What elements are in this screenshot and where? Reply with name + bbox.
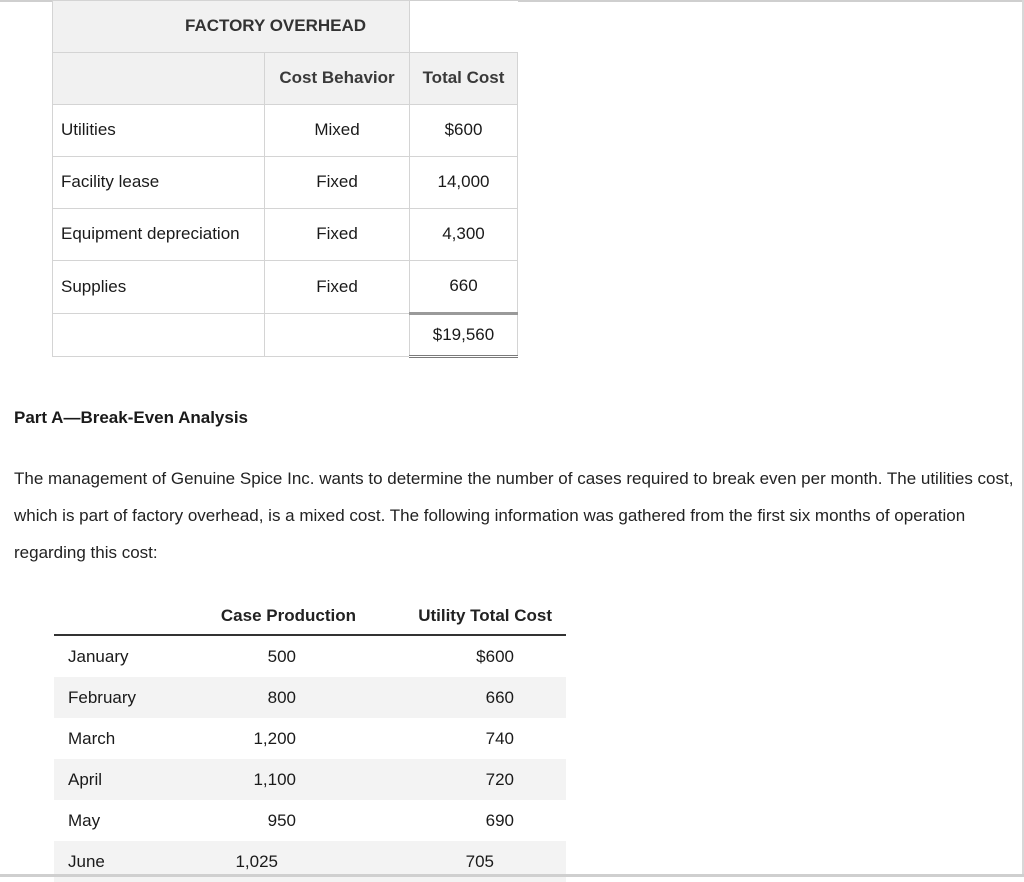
row-cost: 4,300	[410, 208, 518, 260]
section-heading: Part A—Break-Even Analysis	[14, 408, 249, 427]
production-cell: 1,025	[235, 851, 278, 871]
utility-cost-cell: 720	[485, 769, 514, 789]
month-cell: May	[68, 810, 101, 830]
header-utility-total-cost: Utility Total Cost	[374, 598, 566, 635]
factory-overhead-table	[52, 0, 518, 358]
table-row	[54, 759, 566, 800]
table-row	[53, 260, 518, 313]
month-cell: February	[54, 677, 178, 718]
description-paragraph: The management of Genuine Spice Inc. wants to determine the number of cases required to break even per month. The utilities cost, which is part of factory overhead, is a mixed cost. The following information was gathered from the first six months of operation regarding this cost:	[14, 469, 1014, 562]
month-cell: April	[54, 759, 178, 800]
factory-overhead-title: FACTORY OVERHEAD	[53, 1, 410, 53]
header-case-production: Case Production	[178, 598, 374, 635]
production-cell: 1,200	[253, 728, 296, 748]
total-row-blank-label	[53, 313, 265, 356]
factory-overhead-header-row	[53, 52, 518, 104]
table-row	[54, 718, 566, 759]
row-cost: 660	[410, 260, 518, 313]
total-cost-value: $19,560	[410, 313, 518, 356]
header-label-cell	[53, 52, 265, 104]
row-cost: $600	[410, 104, 518, 156]
total-row	[53, 313, 518, 356]
table-row	[54, 635, 566, 677]
row-behavior: Fixed	[265, 156, 410, 208]
row-label: Equipment depreciation	[53, 208, 265, 260]
header-total-cost: Total Cost	[410, 52, 518, 104]
production-cell: 500	[267, 646, 296, 666]
table-row	[53, 208, 518, 260]
utility-cost-cell: 690	[485, 810, 514, 830]
table-row	[54, 677, 566, 718]
header-month	[54, 598, 178, 635]
production-cell: 1,100	[253, 769, 296, 789]
row-behavior: Fixed	[265, 260, 410, 313]
utility-table-header-row	[54, 598, 566, 635]
header-cost-behavior: Cost Behavior	[265, 52, 410, 104]
total-row-blank-behavior	[265, 313, 410, 356]
row-behavior: Fixed	[265, 208, 410, 260]
title-row-spacer	[410, 1, 518, 53]
utility-cost-table	[54, 598, 566, 882]
month-cell: January	[68, 646, 129, 666]
row-label: Utilities	[53, 104, 265, 156]
utility-cost-cell: 705	[465, 851, 494, 871]
table-row	[53, 156, 518, 208]
row-label: Supplies	[53, 260, 265, 313]
table-row	[53, 104, 518, 156]
month-cell: June	[54, 841, 178, 882]
utility-cost-cell: 740	[485, 728, 514, 748]
table-row	[54, 800, 566, 841]
row-cost: 14,000	[410, 156, 518, 208]
row-behavior: Mixed	[265, 104, 410, 156]
production-cell: 950	[267, 810, 296, 830]
utility-cost-cell: 660	[485, 687, 514, 707]
factory-overhead-title-row	[53, 1, 518, 53]
month-cell: March	[68, 728, 116, 748]
row-label: Facility lease	[53, 156, 265, 208]
utility-cost-cell: $600	[476, 646, 514, 666]
production-cell: 800	[267, 687, 296, 707]
